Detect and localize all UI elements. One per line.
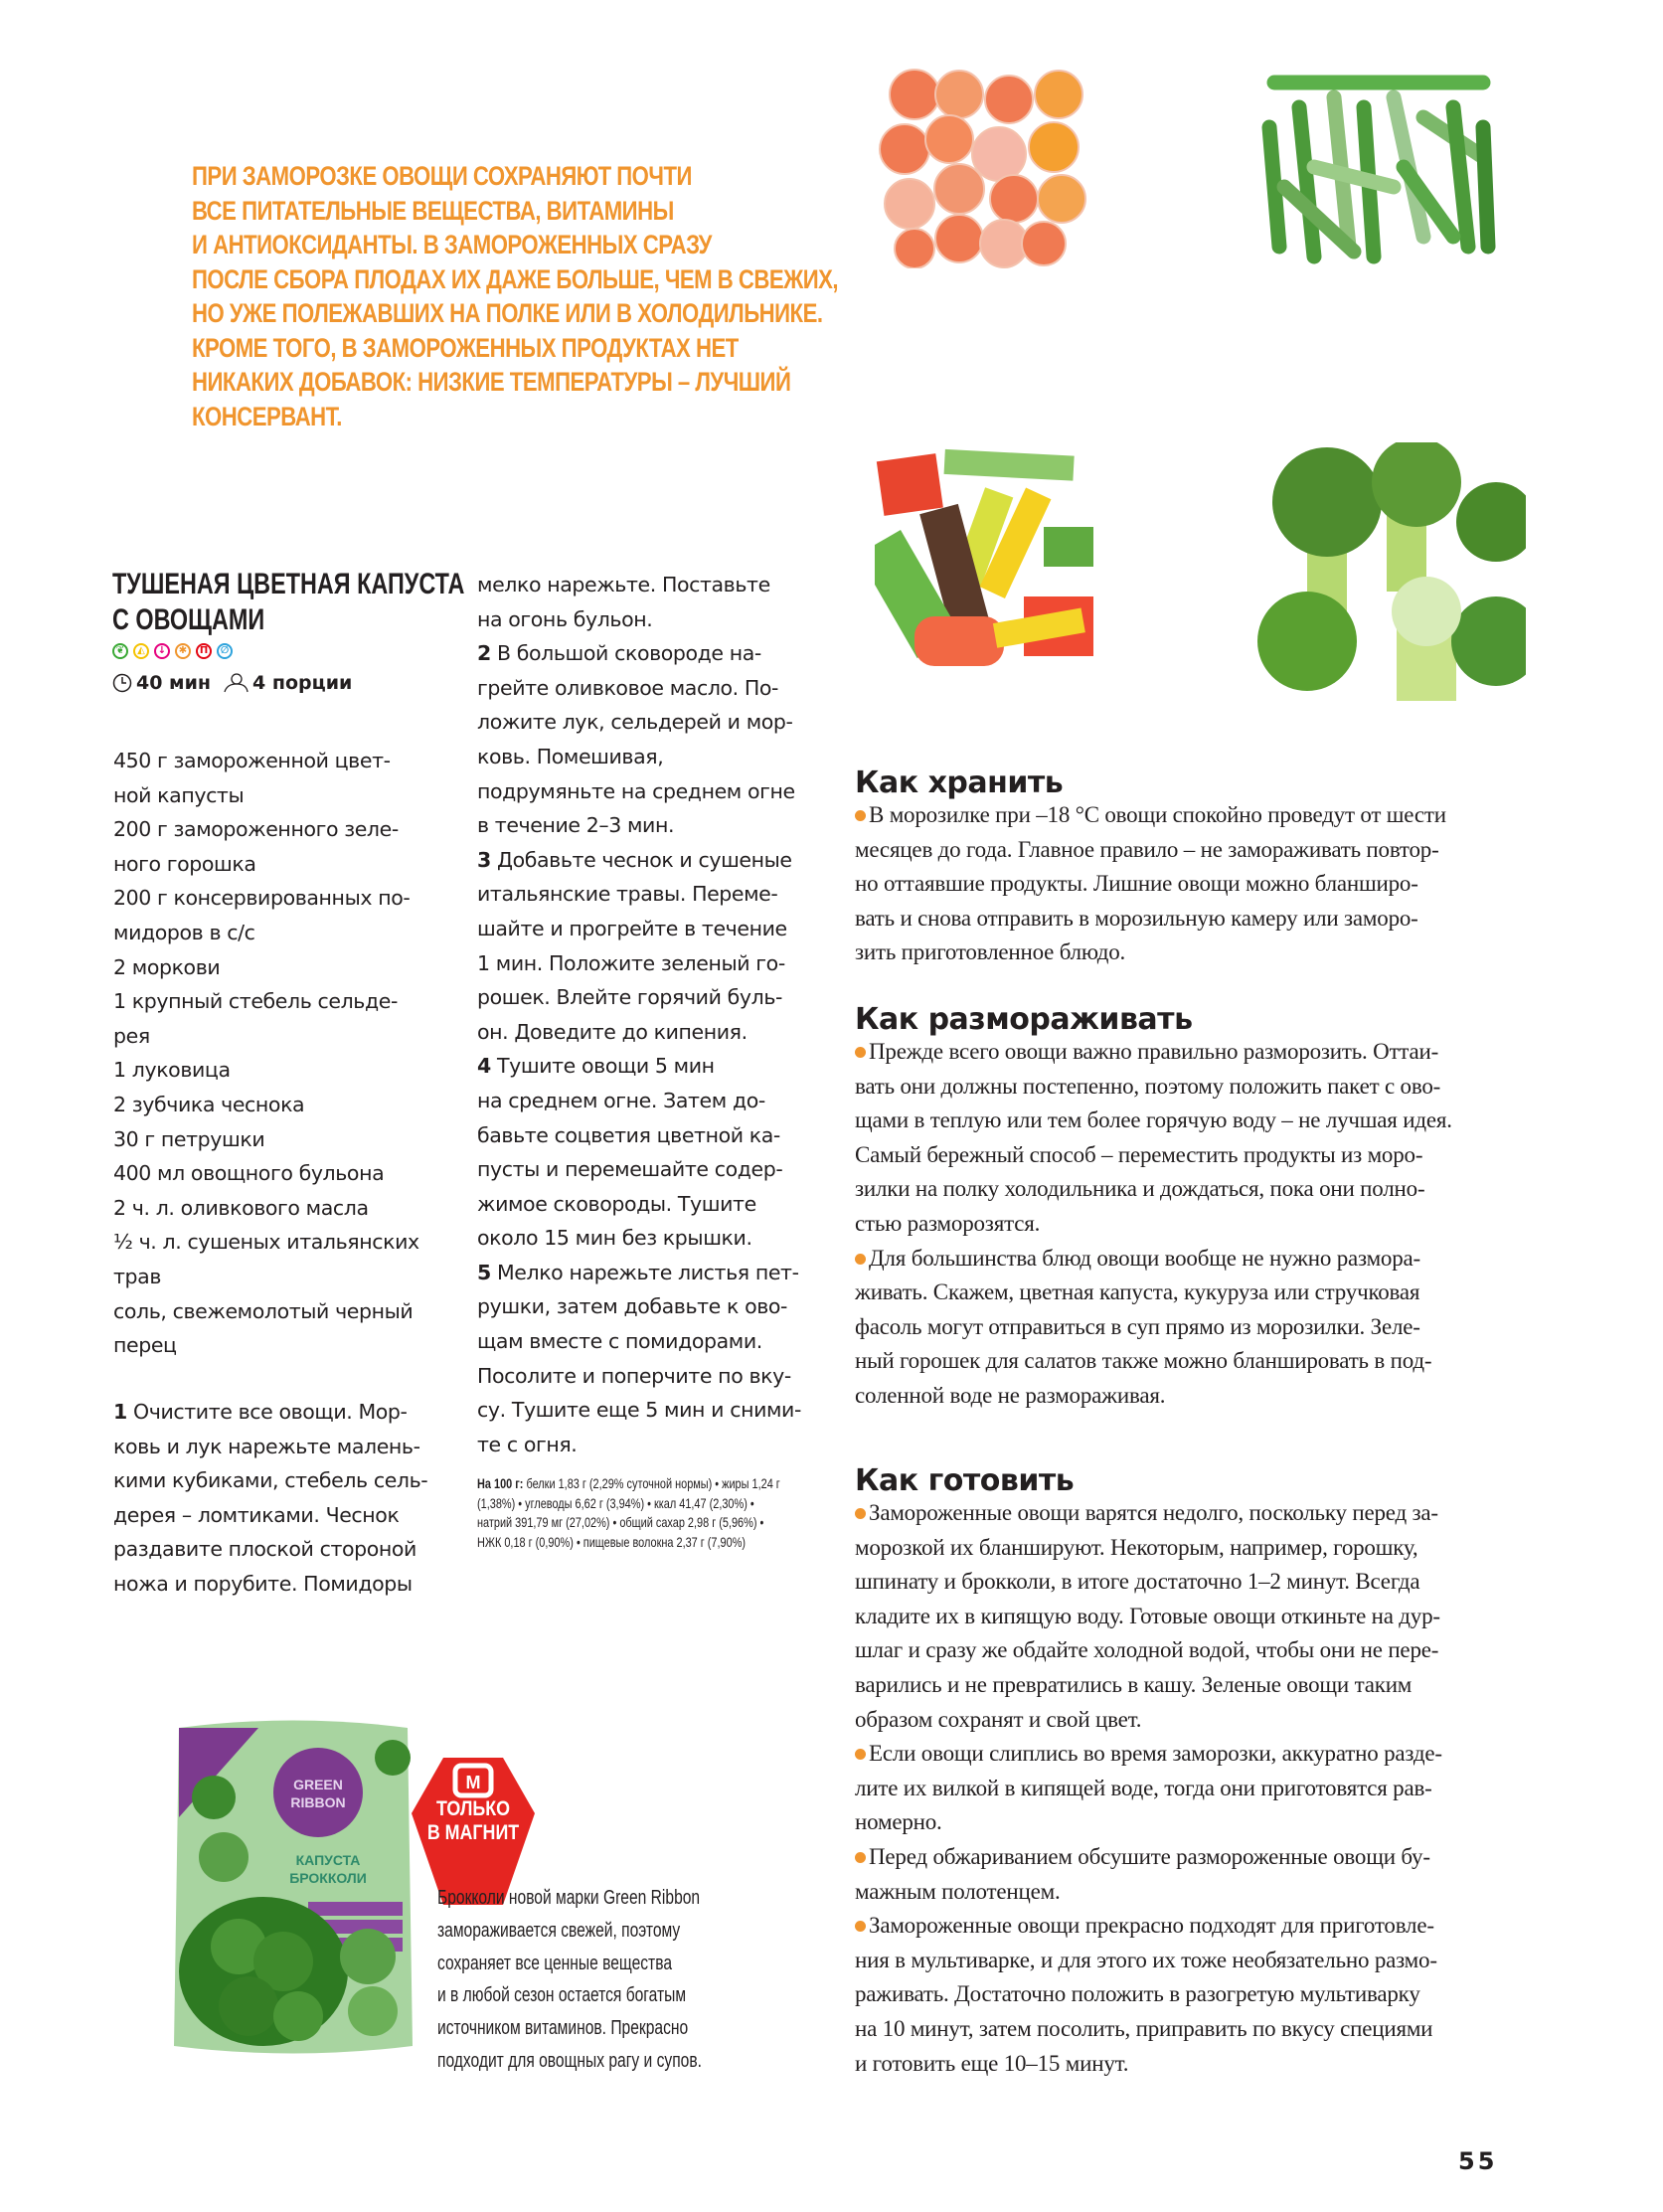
badge-line: В МАГНИТ bbox=[426, 1821, 520, 1844]
magnit-logo-icon: М bbox=[465, 1773, 481, 1792]
step-line: на огонь бульон. bbox=[477, 606, 653, 631]
paragraph-line: живать. Скажем, цветная капуста, кукуруза или стручковая bbox=[855, 1279, 1420, 1305]
step-line: грейте оливковое масло. По- bbox=[477, 675, 779, 700]
step-line: те с огня. bbox=[477, 1432, 578, 1456]
promo-line: замораживается свежей, поэтому bbox=[437, 1919, 681, 1942]
paragraph-line: щами в теплую или тем более горячую воду – не лучшая идея. bbox=[855, 1107, 1452, 1133]
lead-line: КРОМЕ ТОГО, В ЗАМОРОЖЕННЫХ ПРОДУКТАХ НЕТ bbox=[192, 332, 739, 363]
paragraph-line: варились и не превратились в кашу. Зеленые овощи таким bbox=[855, 1671, 1413, 1697]
paragraph-line: фасоль могут отправиться в суп прямо из морозилки. Зеле- bbox=[855, 1313, 1420, 1339]
clock-icon bbox=[112, 673, 132, 693]
badge-text bbox=[420, 1797, 525, 1845]
step-line bbox=[477, 636, 801, 671]
step-line: на среднем огне. Затем до- bbox=[477, 1088, 765, 1112]
promo-line: сохраняет все ценные вещества bbox=[437, 1952, 672, 1974]
ingredient-line: перец bbox=[113, 1333, 177, 1358]
step-text: Мелко нарежьте листья пет- bbox=[497, 1260, 799, 1284]
step-line bbox=[477, 843, 801, 878]
bottle-icon: ∅ bbox=[217, 643, 233, 659]
ingredient-line: 1 луковица bbox=[113, 1058, 231, 1083]
ingredients-list bbox=[113, 744, 419, 1363]
cook-time: 40 мин bbox=[136, 672, 212, 694]
lead-line: ПОСЛЕ СБОРА ПЛОДАХ ИХ ДАЖЕ БОЛЬШЕ, ЧЕМ В СВЕЖИХ, bbox=[192, 263, 839, 294]
step-line: жимое сковороды. Тушите bbox=[477, 1191, 756, 1216]
steps-column-1 bbox=[113, 1395, 427, 1602]
step-text: Тушите овощи 5 мин bbox=[497, 1054, 715, 1079]
paragraph-line: ния в мультиварке, и для этого их тоже необязательно размо- bbox=[855, 1947, 1437, 1972]
nutrition-text: белки 1,83 г (2,29% суточной нормы) • жиры 1,24 г bbox=[523, 1475, 780, 1491]
step-line: в течение 2–3 мин. bbox=[477, 813, 675, 838]
step-text: Очистите все овощи. Мор- bbox=[133, 1400, 408, 1424]
recipe-title-line: ТУШЕНАЯ ЦВЕТНАЯ КАПУСТА bbox=[112, 568, 465, 600]
step-line bbox=[477, 1256, 801, 1290]
paragraph-line: но оттаявшие продукты. Лишние овощи можно бланширо- bbox=[855, 871, 1418, 897]
step-line: около 15 мин без крышки. bbox=[477, 1226, 752, 1251]
orange-bullet-icon bbox=[855, 1852, 866, 1863]
step-number: 5 bbox=[477, 1260, 491, 1284]
diet-icons bbox=[112, 643, 233, 659]
lead-line: ВСЕ ПИТАТЕЛЬНЫЕ ВЕЩЕСТВА, ВИТАМИНЫ bbox=[192, 195, 674, 226]
step-line: рошек. Влейте горячий буль- bbox=[477, 985, 783, 1010]
section-cook bbox=[855, 1463, 1442, 2081]
lead-paragraph bbox=[192, 159, 839, 433]
step-line: бавьте соцветия цветной ка- bbox=[477, 1122, 780, 1147]
p-protein-icon: П bbox=[196, 643, 212, 659]
badge-line: ТОЛЬКО bbox=[435, 1797, 511, 1820]
paragraph-line: шлаг и сразу же обдайте холодной водой, чтобы они не пере- bbox=[855, 1637, 1439, 1663]
promo-line: Брокколи новой марки Green Ribbon bbox=[437, 1887, 701, 1909]
step-line: ложите лук, сельдерей и мор- bbox=[477, 710, 793, 735]
paragraph-line: зилки на полку холодильника и дождаться, пока они полно- bbox=[855, 1176, 1425, 1202]
promo-line: источником витаминов. Прекрасно bbox=[437, 2017, 689, 2040]
nutrition-line: натрий 391,79 мг (27,02%) • общий сахар 2,98 г (5,96%) • bbox=[477, 1514, 764, 1530]
recipe-title-line: С ОВОЩАМИ bbox=[112, 603, 265, 636]
section-body bbox=[855, 1496, 1442, 2081]
ingredient-line: 450 г замороженной цвет- bbox=[113, 749, 391, 772]
orange-bullet-icon bbox=[855, 1749, 866, 1760]
nutrition-line: (1,38%) • углеводы 6,62 г (3,94%) • ккал 41,47 (2,30%) • bbox=[477, 1494, 754, 1511]
promo-line: подходит для овощных рагу и супов. bbox=[437, 2049, 702, 2072]
step-line: рушки, затем добавьте к ово- bbox=[477, 1294, 788, 1319]
ingredient-line: 400 мл овощного бульона bbox=[113, 1161, 385, 1186]
ingredient-line: соль, свежемолотый черный bbox=[113, 1298, 414, 1323]
section-title: Как готовить bbox=[855, 1463, 1075, 1498]
frozen-broccoli-image bbox=[1247, 442, 1526, 701]
step-line: ковь и лук нарежьте малень- bbox=[113, 1434, 420, 1458]
paragraph-line: вать и снова отправить в морозильную камеру или заморо- bbox=[855, 905, 1418, 931]
orange-bullet-icon bbox=[855, 1047, 866, 1058]
brand-line1: GREEN bbox=[293, 1777, 343, 1792]
paragraph-line: образом сохранят и свой цвет. bbox=[855, 1706, 1142, 1732]
step-line: мелко нарежьте. Поставьте bbox=[477, 573, 770, 596]
section-body bbox=[855, 798, 1446, 970]
paragraph-line: морозкой их бланшируют. Некоторым, например, горошку, bbox=[855, 1534, 1418, 1560]
step-text: Добавьте чеснок и сушеные bbox=[497, 847, 792, 872]
step-line: Посолите и поперчите по вку- bbox=[477, 1363, 791, 1388]
section-title: Как хранить bbox=[855, 766, 1064, 800]
ingredient-line: ½ ч. л. сушеных итальянских bbox=[113, 1230, 419, 1255]
vegetarian-leaf-icon: ❦ bbox=[112, 643, 128, 659]
paragraph-line: Если овощи слиплись во время заморозки, аккуратно разде- bbox=[855, 1737, 1442, 1772]
paragraph-line: Для большинства блюд овощи вообще не нужно размора- bbox=[855, 1242, 1452, 1276]
section-defrost bbox=[855, 1002, 1452, 1414]
frozen-vegetable-mix-image bbox=[875, 447, 1103, 676]
orange-bullet-icon bbox=[855, 1921, 866, 1932]
ingredient-line: ной капусты bbox=[113, 782, 245, 807]
step-number: 4 bbox=[477, 1054, 491, 1079]
ingredient-line: трав bbox=[113, 1264, 161, 1288]
paragraph-line: В морозилке при –18 °C овощи спокойно проведут от шести bbox=[855, 798, 1446, 833]
ingredient-line: 2 зубчика чеснока bbox=[113, 1092, 305, 1116]
step-line: 1 мин. Положите зеленый го- bbox=[477, 950, 785, 975]
step-line: дерея – ломтиками. Чеснок bbox=[113, 1502, 400, 1527]
servings: 4 порции bbox=[252, 672, 353, 694]
paragraph-line: на 10 минут, затем посолить, приправить по вкусу специями bbox=[855, 2015, 1433, 2041]
ingredient-line: мидоров в с/с bbox=[113, 920, 255, 944]
step-line: шайте и прогрейте в течение bbox=[477, 916, 787, 940]
lead-line: КОНСЕРВАНТ. bbox=[192, 401, 342, 431]
nutrition-line bbox=[477, 1474, 780, 1494]
product-promo-text bbox=[437, 1882, 702, 2078]
paragraph-line: шпинату и брокколи, в итоге достаточно 1–2 минут. Всегда bbox=[855, 1569, 1420, 1595]
step-line: кими кубиками, стебель сель- bbox=[113, 1468, 428, 1493]
step-line: ножа и порубите. Помидоры bbox=[113, 1571, 413, 1596]
steps-column-2 bbox=[477, 568, 801, 1461]
paragraph-line: мажным полотенцем. bbox=[855, 1878, 1061, 1904]
ingredient-line: 200 г замороженного зеле- bbox=[113, 817, 399, 842]
servings-person-icon bbox=[223, 673, 249, 693]
paragraph-line: кладите их в кипящую воду. Готовые овощи откиньте на дур- bbox=[855, 1603, 1440, 1628]
grain-icon: ✱ bbox=[175, 643, 191, 659]
paragraph-line: номерно. bbox=[855, 1809, 942, 1835]
paragraph-line: Перед обжариванием обсушите размороженные овощи бу- bbox=[855, 1840, 1442, 1875]
step-line: раздавите плоской стороной bbox=[113, 1537, 416, 1562]
step-line: пусты и перемешайте содер- bbox=[477, 1157, 783, 1182]
paragraph-line: стью разморозятся. bbox=[855, 1210, 1041, 1236]
ingredient-line: рея bbox=[113, 1023, 150, 1048]
step-line: итальянские травы. Переме- bbox=[477, 882, 778, 907]
lead-line: НО УЖЕ ПОЛЕЖАВШИХ НА ПОЛКЕ ИЛИ В ХОЛОДИЛЬНИКЕ. bbox=[192, 298, 823, 328]
lead-line: ПРИ ЗАМОРОЗКЕ ОВОЩИ СОХРАНЯЮТ ПОЧТИ bbox=[192, 161, 692, 191]
paragraph-line: Прежде всего овощи важно правильно разморозить. Оттаи- bbox=[855, 1035, 1452, 1070]
orange-bullet-icon bbox=[855, 810, 866, 821]
section-title: Как размораживать bbox=[855, 1002, 1193, 1037]
ingredient-line: 2 моркови bbox=[113, 954, 221, 979]
ingredient-line: ного горошка bbox=[113, 851, 256, 876]
paragraph-line: месяцев до года. Главное правило – не замораживать повтор- bbox=[855, 836, 1439, 862]
step-line: подрумяньте на среднем огне bbox=[477, 778, 795, 803]
step-line bbox=[113, 1395, 427, 1430]
nutrition-label: На 100 г: bbox=[477, 1475, 524, 1491]
nutrition-facts bbox=[477, 1474, 780, 1552]
step-line: ковь. Помешивая, bbox=[477, 744, 664, 768]
lead-line: НИКАКИХ ДОБАВОК: НИЗКИЕ ТЕМПЕРАТУРЫ – ЛУЧШИЙ bbox=[192, 367, 791, 397]
step-line: он. Доведите до кипения. bbox=[477, 1019, 748, 1044]
low-calorie-arrow-icon: ↓ bbox=[154, 643, 170, 659]
paragraph-line: и готовить еще 10–15 минут. bbox=[855, 2050, 1129, 2076]
promo-line: и в любой сезон остается богатым bbox=[437, 1984, 687, 2007]
paragraph-line: вать они должны постепенно, поэтому положить пакет с ово- bbox=[855, 1073, 1441, 1099]
lead-line: И АНТИОКСИДАНТЫ. В ЗАМОРОЖЕННЫХ СРАЗУ bbox=[192, 230, 712, 259]
section-body bbox=[855, 1035, 1452, 1414]
page-number: 55 bbox=[1458, 2147, 1498, 2175]
pack-text-2: БРОККОЛИ bbox=[289, 1870, 367, 1886]
paragraph-line: лите их вилкой в кипящей воде, тогда они приготовятся рав- bbox=[855, 1775, 1432, 1800]
brand-line2: RIBBON bbox=[290, 1794, 346, 1810]
step-line: су. Тушите еще 5 мин и сними- bbox=[477, 1398, 801, 1423]
ingredient-line: 2 ч. л. оливкового масла bbox=[113, 1195, 369, 1220]
pack-text-1: КАПУСТА bbox=[295, 1852, 361, 1868]
step-text: В большой сковороде на- bbox=[497, 641, 761, 666]
nutrition-line: НЖК 0,18 г (0,90%) • пищевые волокна 2,37 г (7,90%) bbox=[477, 1533, 747, 1550]
step-number: 2 bbox=[477, 641, 491, 666]
green-ribbon-broccoli-package-image bbox=[169, 1708, 417, 2066]
step-line: щам вместе с помидорами. bbox=[477, 1329, 762, 1354]
paragraph-line: Замороженные овощи прекрасно подходят для приготовле- bbox=[855, 1909, 1442, 1944]
paragraph-line: раживать. Достаточно положить в разогретую мультиварку bbox=[855, 1981, 1420, 2007]
paragraph-line: Замороженные овощи варятся недолго, поскольку перед за- bbox=[855, 1496, 1442, 1531]
recipe-meta bbox=[112, 672, 352, 694]
orange-bullet-icon bbox=[855, 1254, 866, 1265]
paragraph-line: ный горошек для салатов также можно бланшировать в под- bbox=[855, 1348, 1432, 1374]
orange-bullet-icon bbox=[855, 1508, 866, 1519]
paragraph-line: зить приготовленное блюдо. bbox=[855, 939, 1126, 965]
ingredient-line: 200 г консервированных по- bbox=[113, 886, 411, 911]
frozen-cherry-tomatoes-image bbox=[875, 60, 1093, 268]
cheese-icon: ◭ bbox=[133, 643, 149, 659]
frozen-green-beans-image bbox=[1254, 68, 1503, 266]
paragraph-line: Самый бережный способ – переместить продукты из моро- bbox=[855, 1141, 1423, 1167]
step-number: 3 bbox=[477, 847, 491, 872]
step-number: 1 bbox=[113, 1400, 127, 1424]
section-storage bbox=[855, 766, 1446, 970]
ingredient-line: 30 г петрушки bbox=[113, 1126, 265, 1151]
ingredient-line: 1 крупный стебель сельде- bbox=[113, 989, 398, 1014]
paragraph-line: соленной воде не размораживая. bbox=[855, 1382, 1166, 1408]
step-line bbox=[477, 1049, 801, 1084]
recipe-title bbox=[112, 567, 464, 638]
